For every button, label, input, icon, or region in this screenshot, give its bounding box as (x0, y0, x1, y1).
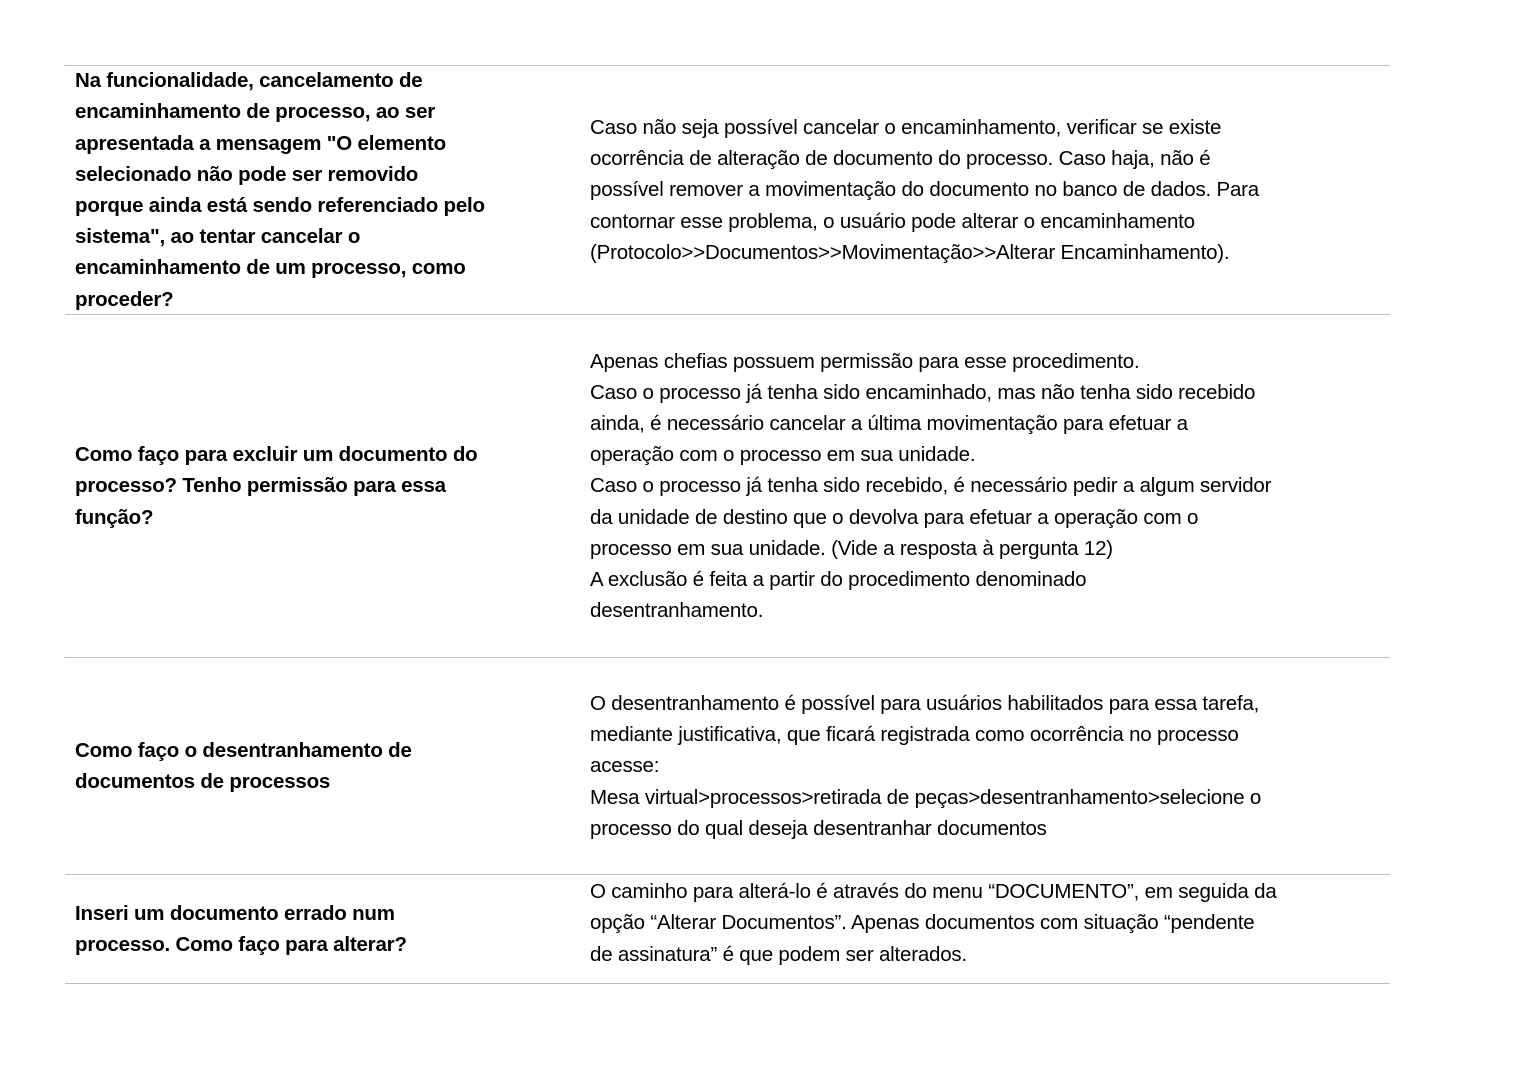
faq-row (65, 875, 1390, 984)
faq-question (65, 65, 580, 315)
question-line: função? (75, 505, 154, 529)
answer-line: (Protocolo>>Documentos>>Movimentação>>Alterar Encaminhamento). (590, 240, 1230, 264)
faq-answer (580, 112, 1390, 268)
answer-line: desentranhamento. (590, 599, 764, 623)
faq-question (65, 898, 580, 960)
question-line: Como faço o desentranhamento de (75, 738, 412, 762)
question-line: proceder? (75, 287, 174, 311)
answer-line: O caminho para alterá-lo é através do menu “DOCUMENTO”, em seguida da (590, 880, 1277, 904)
question-line: sistema", ao tentar cancelar o (75, 225, 361, 249)
answer-line: O desentranhamento é possível para usuários habilitados para essa tarefa, (590, 691, 1260, 715)
answer-line: opção “Alterar Documentos”. Apenas documentos com situação “pendente (590, 911, 1255, 935)
answer-line: Mesa virtual>processos>retirada de peças>desentranhamento>selecione o (590, 785, 1262, 809)
question-line: processo. Como faço para alterar? (75, 933, 407, 956)
answer-line: da unidade de destino que o devolva para efetuar a operação com o (590, 505, 1199, 529)
question-line: Como faço para excluir um documento do (75, 443, 478, 467)
answer-line: mediante justificativa, que ficará registrada como ocorrência no processo (590, 723, 1239, 747)
answer-line: ocorrência de alteração de documento do processo. Caso haja, não é (590, 147, 1211, 171)
faq-table (65, 65, 1390, 984)
faq-row (65, 66, 1390, 315)
answer-line: operação com o processo em sua unidade. (590, 443, 976, 467)
answer-line: A exclusão é feita a partir do procedimento denominado (590, 568, 1087, 591)
answer-line: Caso o processo já tenha sido recebido, é necessário pedir a algum servidor (590, 474, 1272, 498)
answer-line: Caso o processo já tenha sido encaminhado, mas não tenha sido recebido (590, 380, 1256, 404)
faq-row (65, 315, 1390, 658)
faq-row (65, 658, 1390, 875)
answer-line: de assinatura” é que podem ser alterados. (590, 942, 967, 966)
answer-line: ainda, é necessário cancelar a última movimentação para efetuar a (590, 411, 1188, 435)
answer-line: contornar esse problema, o usuário pode alterar o encaminhamento (590, 209, 1195, 233)
answer-line: possível remover a movimentação do documento no banco de dados. Para (590, 178, 1259, 202)
faq-answer (580, 688, 1390, 844)
faq-answer (580, 876, 1390, 970)
answer-line: processo em sua unidade. (Vide a resposta à pergunta 12) (590, 536, 1113, 560)
question-line: Inseri um documento errado num (75, 901, 395, 925)
faq-question (65, 439, 580, 533)
answer-line: Apenas chefias possuem permissão para esse procedimento. (590, 349, 1140, 373)
question-line: apresentada a mensagem "O elemento (75, 131, 446, 155)
question-line: processo? Tenho permissão para essa (75, 474, 446, 498)
faq-answer (580, 346, 1390, 627)
question-line: selecionado não pode ser removido (75, 162, 419, 186)
question-line: encaminhamento de um processo, como (75, 256, 466, 280)
answer-line: processo do qual deseja desentranhar documentos (590, 816, 1047, 840)
question-line: porque ainda está sendo referenciado pelo (75, 194, 485, 217)
answer-line: acesse: (590, 754, 660, 778)
question-line: Na funcionalidade, cancelamento de (75, 69, 423, 93)
faq-question (65, 735, 580, 797)
question-line: documentos de processos (75, 770, 331, 793)
question-line: encaminhamento de processo, ao ser (75, 100, 436, 124)
answer-line: Caso não seja possível cancelar o encaminhamento, verificar se existe (590, 115, 1222, 139)
